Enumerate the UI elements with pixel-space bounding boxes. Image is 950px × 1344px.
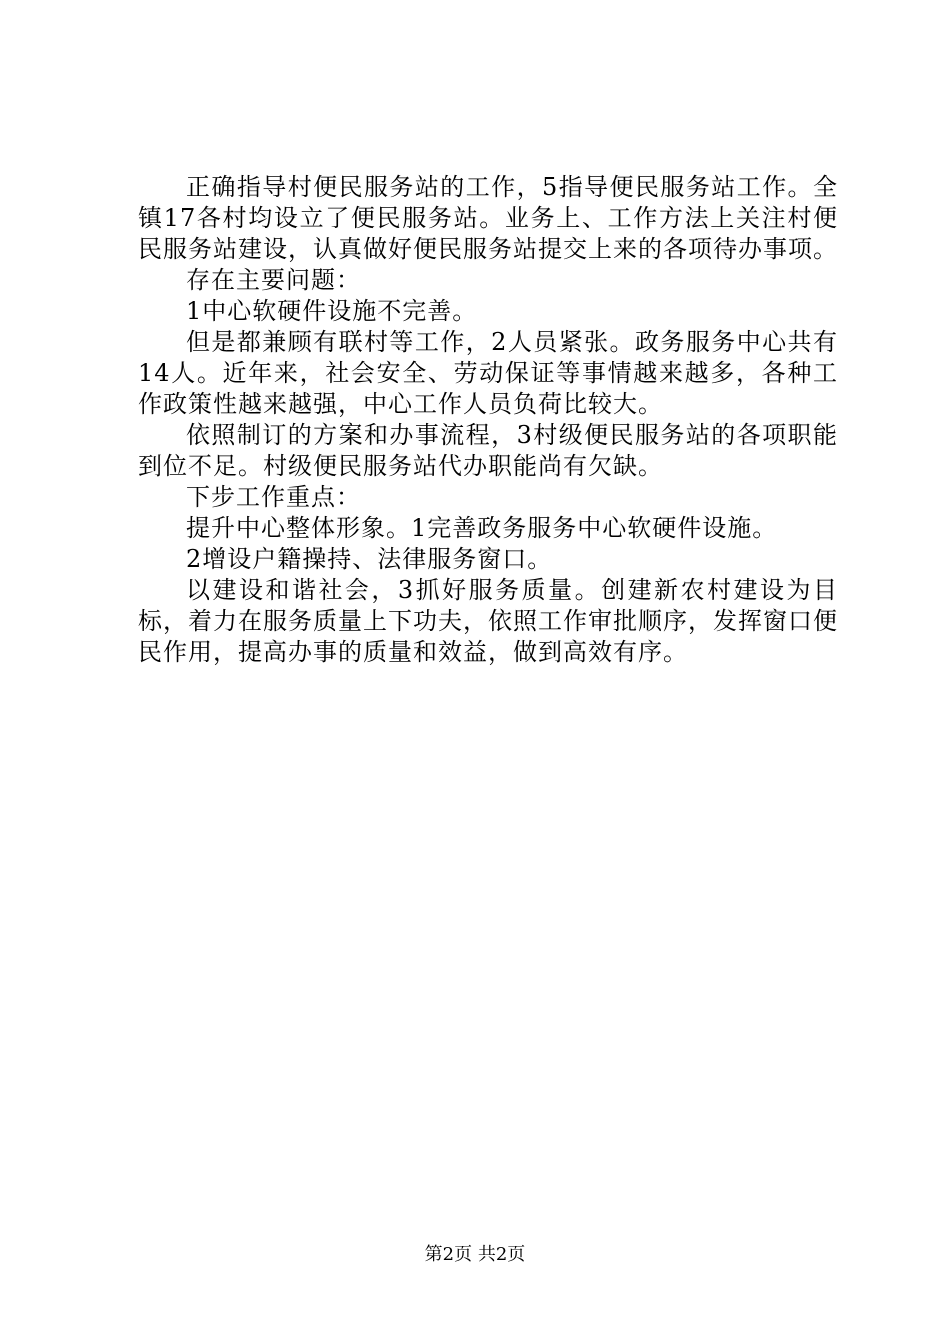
paragraph-problem-facilities: 1中心软硬件设施不完善。 (186, 297, 478, 325)
paragraph-step-service-quality: 以建设和谐社会，3抓好服务质量。创建新农村建设为目标，着力在服务质量上下功夫，依照工作审批顺序，发挥窗口便民作用，提高办事的质量和效益，做到高效有序。 (138, 576, 838, 666)
document-body (138, 172, 838, 668)
paragraph-village-service-guidance: 正确指导村便民服务站的工作，5指导便民服务站工作。全镇17各村均设立了便民服务站。业务上、工作方法上关注村便民服务站建设，认真做好便民服务站提交上来的各项待办事项。 (138, 173, 838, 263)
paragraph-problem-staffing: 但是都兼顾有联村等工作，2人员紧张。政务服务中心共有14人。近年来，社会安全、劳动保证等事情越来越多，各种工作政策性越来越强，中心工作人员负荷比较大。 (138, 328, 838, 418)
paragraph-step-add-windows: 2增设户籍操持、法律服务窗口。 (186, 545, 553, 573)
page-footer: 第2页 共2页 (424, 1244, 526, 1265)
heading-next-steps: 下步工作重点： (186, 483, 361, 511)
paragraph-step-image-facilities: 提升中心整体形象。1完善政务服务中心软硬件设施。 (186, 514, 778, 542)
paragraph-problem-village-stations: 依照制订的方案和办事流程，3村级便民服务站的各项职能到位不足。村级便民服务站代办职能尚有欠缺。 (138, 421, 838, 480)
heading-main-problems: 存在主要问题： (186, 266, 361, 294)
